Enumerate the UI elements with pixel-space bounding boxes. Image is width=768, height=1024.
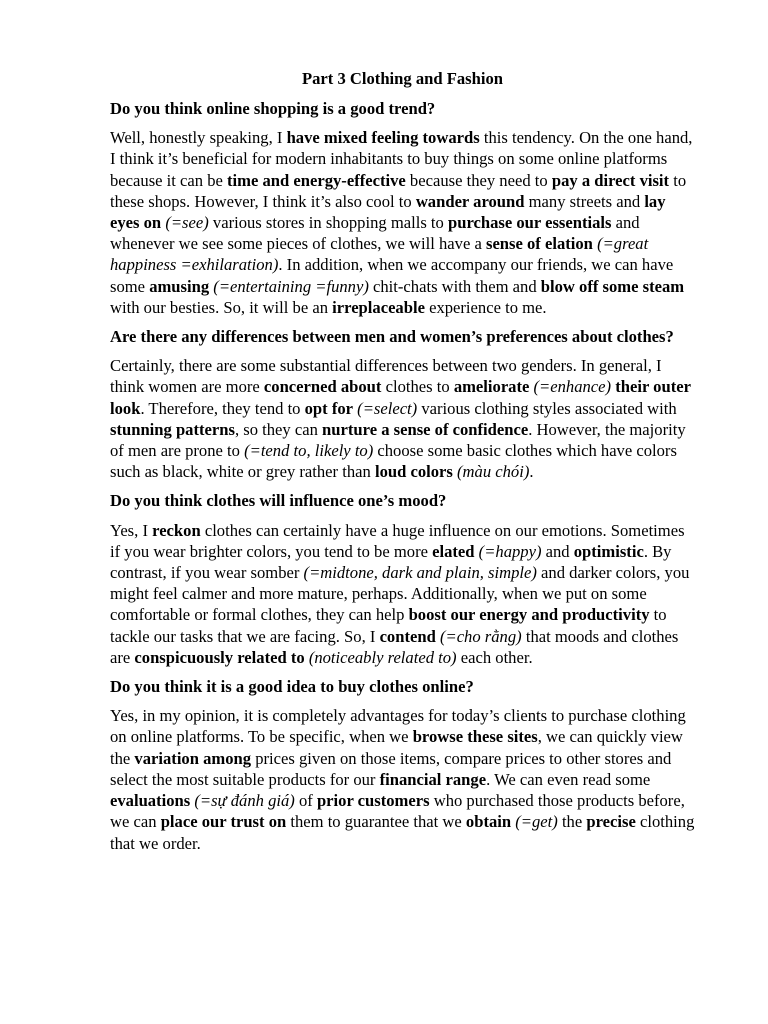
answer-paragraph: Certainly, there are some substantial differences between two genders. In general, I think women are more concerned about clothes to ameliorate (=enhance) their outer look. Therefore, they tend to opt for (=select) various clothing styles associated with stunning patterns, so they can nurture a sense of confidence. However, the majority of men are prone to (=tend to, likely to) choose some basic clothes which have colors such as black, white or grey rather than loud colors (màu chói). [110,356,691,482]
bold-phrase: lay eyes on [110,191,666,233]
document-page [110,68,695,862]
italic-gloss: (=cho rằng) [439,626,522,646]
bold-phrase: elated [432,541,475,561]
bold-phrase: amusing [149,276,210,296]
bold-phrase: purchase our essentials [447,213,612,233]
bold-phrase: blow off some steam [540,276,685,296]
section-gender-preferences [110,326,695,482]
bold-phrase: their outer look [110,377,691,418]
bold-phrase: evaluations [110,791,191,811]
section-clothes-mood [110,490,695,668]
answer-paragraph: Yes, in my opinion, it is completely advantages for today’s clients to purchase clothing on online platforms. To be specific, when we browse these sites, we can quickly view the variation among prices given on those items, compare prices to other stores and select the most suitable products for our financial range. We can even read some evaluations (=sự đánh giá) of prior customers who purchased those products before, we can place our trust on them to guarantee that we obtain (=get) the precise clothing that we order. [110,706,695,853]
bold-phrase: contend [379,626,436,646]
italic-gloss: (=tend to, likely to) [244,441,374,461]
answer-paragraph: Yes, I reckon clothes can certainly have a huge influence on our emotions. Sometimes if you wear brighter colors, you tend to be more elated (=happy) and optimistic. By contrast, if you wear somber (=midtone, dark and plain, simple) and darker colors, you might feel calmer and more mature, perhaps. Additionally, when we put on some comfortable or formal clothes, they can help boost our energy and productivity to tackle our tasks that we are facing. So, I contend (=cho rằng) that moods and clothes are conspicuously related to (noticeably related to) each other. [110,520,690,667]
bold-phrase: variation among [134,748,252,768]
bold-phrase: ameliorate [453,377,530,397]
bold-phrase: time and energy-effective [227,170,406,190]
question-heading: Do you think online shopping is a good trend? [110,99,436,118]
question-heading: Do you think it is a good idea to buy clothes online? [110,677,474,697]
bold-phrase: concerned about [263,377,382,397]
bold-phrase: reckon [152,520,201,540]
bold-phrase: have mixed feeling towards [286,128,480,148]
italic-gloss: (=select) [357,398,418,418]
section-online-shopping-trend [110,98,695,318]
bold-phrase: stunning patterns [110,419,235,439]
italic-gloss: (=see) [165,213,209,233]
italic-gloss: (=happy) [478,541,542,561]
bold-phrase: boost our energy and productivity [408,605,650,625]
italic-gloss: (=enhance) [533,377,612,397]
italic-gloss: (=get) [515,812,558,832]
bold-phrase: place our trust on [160,812,287,832]
answer-paragraph: Well, honestly speaking, I have mixed feeling towards this tendency. On the one hand, I think it’s beneficial for modern inhabitants to buy things on some online platforms because it can be time and energy-effective because they need to pay a direct visit to these shops. However, I think it’s also cool to wander around many streets and lay eyes on (=see) various stores in shopping malls to purchase our essentials and whenever we see some pieces of clothes, we will have a sense of elation (=great happiness =exhilaration). In addition, when we accompany our friends, we can have some amusing (=entertaining =funny) chit-chats with them and blow off some steam with our besties. So, it will be an irreplaceable experience to me. [110,128,693,317]
italic-gloss: (=great happiness =exhilaration) [110,234,649,275]
question-heading: Are there any differences between men and women’s preferences about clothes? [110,327,674,347]
bold-phrase: obtain [465,812,512,832]
italic-gloss: (=midtone, dark and plain, simple) [303,563,537,583]
bold-phrase: loud colors [374,462,453,482]
bold-phrase: wander around [415,191,525,211]
section-buy-clothes-online [110,676,695,854]
bold-phrase: prior customers [316,791,430,811]
italic-gloss: (màu chói) [457,462,530,482]
italic-gloss: (=sự đánh giá) [194,791,295,811]
bold-phrase: precise [586,812,636,832]
italic-gloss: (noticeably related to) [308,647,457,667]
page-title: Part 3 Clothing and Fashion [301,69,503,88]
bold-phrase: pay a direct visit [551,170,670,190]
bold-phrase: optimistic [573,541,644,561]
bold-phrase: browse these sites [412,727,538,747]
bold-phrase: financial range [379,769,487,789]
bold-phrase: irreplaceable [332,297,425,317]
bold-phrase: conspicuously related to [134,647,305,667]
bold-phrase: opt for [304,398,354,418]
italic-gloss: (=entertaining =funny) [213,276,369,296]
bold-phrase: sense of elation [485,234,593,254]
bold-phrase: nurture a sense of confidence [322,419,529,439]
question-heading: Do you think clothes will influence one’s mood? [110,491,447,511]
